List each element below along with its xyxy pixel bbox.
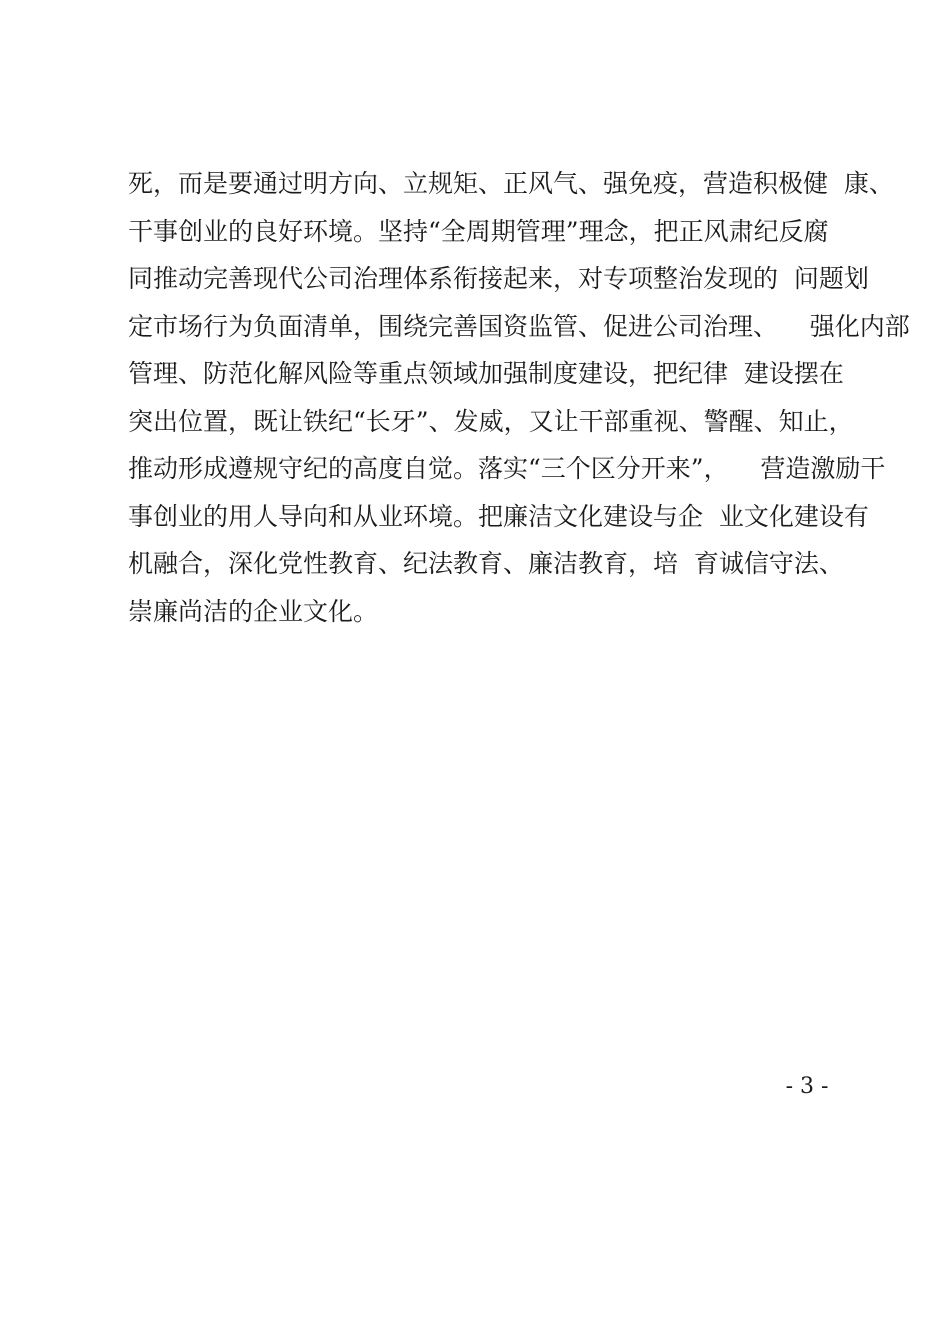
text-line: 死，而是要通过明方向、立规矩、正风气、强免疫，营造积极健 康、 [128, 169, 894, 198]
page-number: - 3 - [785, 1074, 829, 1099]
text-line: 定市场行为负面清单，围绕完善国资监管、促进公司治理、 强化内部 [128, 311, 910, 341]
text-line: 机融合，深化党性教育、纪法教育、廉洁教育，培 育诚信守法、 [128, 549, 844, 578]
text-line: 崇廉尚洁的企业文化。 [128, 596, 379, 626]
text-line: 管理、防范化解风险等重点领域加强制度建设，把纪律 建设摆在 [128, 359, 844, 388]
text-line: 突出位置，既让铁纪“长牙”、发威，又让干部重视、警醒、知止， [128, 406, 854, 436]
body-paragraph [128, 160, 910, 635]
text-line: 干事创业的良好环境。坚持“全周期管理”理念，把正风肃纪反腐 [128, 216, 829, 246]
text-line: 推动形成遵规守纪的高度自觉。落实“三个区分开来”， 营造激励干 [128, 454, 886, 483]
text-line: 同推动完善现代公司治理体系衔接起来，对专项整治发现的 问题划 [128, 264, 869, 293]
text-line: 事创业的用人导向和从业环境。把廉洁文化建设与企 业文化建设有 [128, 501, 869, 531]
